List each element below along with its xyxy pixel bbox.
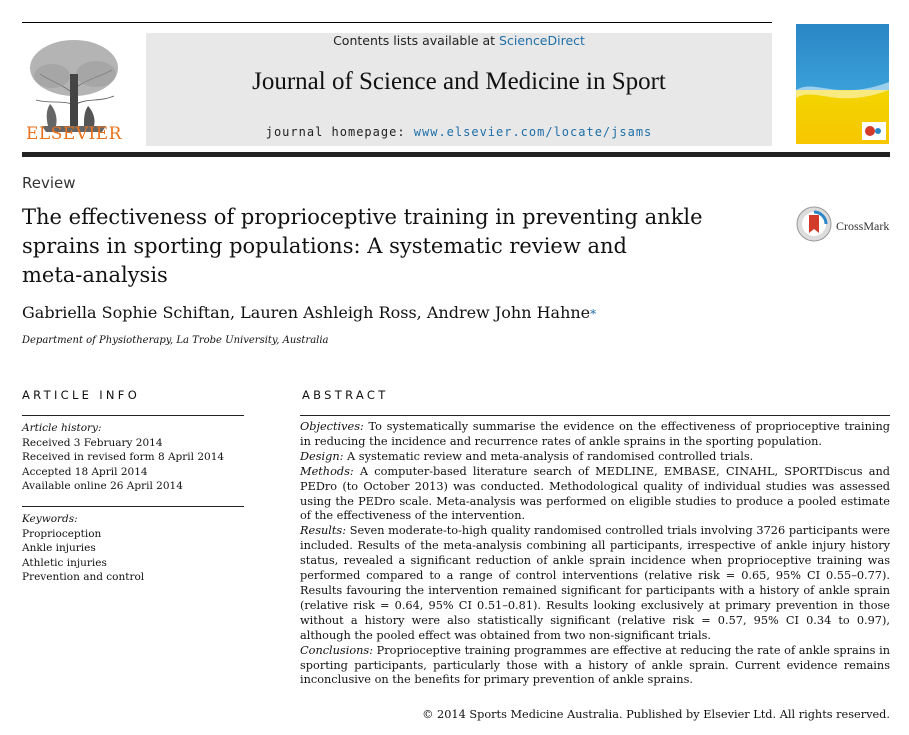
conclusions-label: Conclusions: [300, 643, 374, 657]
conclusions-text: Proprioceptive training programmes are effective at reducing the rate of ankle sprains in sporting participants, particularly those with a history of ankle sprain. Current evidence remains inconclusive on the benefits for primary prevention of ankle sprains. [300, 643, 890, 687]
homepage-prefix: journal homepage: [265, 125, 414, 139]
history-label: Article history: [22, 422, 102, 434]
contents-line [146, 33, 772, 48]
title-line: The effectiveness of proprioceptive training in preventing ankle [22, 205, 703, 229]
keywords-label: Keywords: [22, 513, 78, 525]
abstract-design [300, 450, 890, 465]
article-history [22, 421, 244, 494]
top-rule [22, 22, 772, 23]
article-type: Review [22, 174, 76, 192]
keyword: Prevention and control [22, 571, 145, 583]
journal-homepage [146, 125, 772, 139]
abstract-body [300, 420, 890, 688]
elsevier-wordmark: ELSEVIER [26, 124, 122, 144]
results-label: Results: [300, 524, 347, 538]
header-divider [22, 152, 890, 157]
keyword: Ankle injuries [22, 542, 96, 554]
journal-title: Journal of Science and Medicine in Sport [252, 68, 666, 95]
journal-cover-art [796, 24, 889, 144]
crossmark-icon[interactable] [796, 206, 832, 242]
abstract-heading: ABSTRACT [302, 388, 389, 402]
objectives-label: Objectives: [300, 420, 364, 433]
keyword: Proprioception [22, 527, 102, 540]
history-item: Received in revised form 8 April 2014 [22, 451, 225, 463]
keywords [22, 512, 244, 585]
sciencedirect-link[interactable]: ScienceDirect [499, 33, 585, 48]
copyright-notice: © 2014 Sports Medicine Australia. Published by Elsevier Ltd. All rights reserved. [422, 708, 890, 721]
history-item: Received 3 February 2014 [22, 436, 163, 449]
abstract-objectives [300, 420, 890, 450]
article-info-rule [22, 415, 244, 416]
author-list [22, 303, 596, 322]
design-text: A systematic review and meta-analysis of randomised controlled trials. [343, 449, 754, 463]
contents-prefix: Contents lists available at [333, 33, 500, 48]
paper-title [22, 203, 752, 290]
methods-text: A computer-based literature search of MEDLINE, EMBASE, CINAHL, SPORTDiscus and PEDro (to October 2013) was conducted. Methodological quality of individual studies was assessed using the PEDro scale. Meta-analysis was performed on eligible studies to produce a pooled estimate of the effectiveness of the intervention. [300, 464, 890, 523]
design-label: Design: [300, 449, 344, 463]
abstract-results [300, 524, 890, 643]
homepage-link[interactable]: www.elsevier.com/locate/jsams [413, 125, 653, 139]
keywords-rule [22, 506, 244, 507]
article-info-heading: ARTICLE INFO [22, 388, 141, 402]
abstract-rule [300, 415, 890, 416]
methods-label: Methods: [300, 464, 354, 478]
title-line: meta-analysis [22, 263, 168, 287]
affiliation: Department of Physiotherapy, La Trobe University, Australia [22, 335, 329, 346]
history-item: Available online 26 April 2014 [22, 480, 183, 492]
crossmark-label[interactable]: CrossMark [836, 219, 890, 233]
abstract-methods [300, 465, 890, 525]
title-line: sprains in sporting populations: A systematic review and [22, 234, 627, 258]
objectives-text: To systematically summarise the evidence on the effectiveness of proprioceptive training in reducing the incidence and recurrence rates of ankle sprains in the sporting population. [300, 420, 890, 448]
results-text: Seven moderate-to-high quality randomised controlled trials involving 3726 participants were included. Results of the meta-analysis combining all participants, irrespective of ankle injury history status, revealed a significant reduction of ankle sprain incidence when proprioceptive training was performed compared to a range of control interventions (relative risk = 0.65, 95% CI 0.55–0.77). Results favouring the intervention remained significant for participants with a history of ankle sprain (relative risk = 0.64, 95% CI 0.51–0.81). Results looking exclusively at primary prevention in those without a history were also statistically significant (relative risk = 0.57, 95% CI 0.34 to 0.97), although the pooled effect was obtained from two non-significant trials. [300, 524, 890, 642]
keyword: Athletic injuries [22, 556, 107, 569]
corresponding-author-mark[interactable]: * [590, 307, 597, 321]
abstract-conclusions [300, 644, 890, 689]
authors: Gabriella Sophie Schiftan, Lauren Ashleigh Ross, Andrew John Hahne [22, 303, 591, 322]
history-item: Accepted 18 April 2014 [22, 465, 148, 478]
